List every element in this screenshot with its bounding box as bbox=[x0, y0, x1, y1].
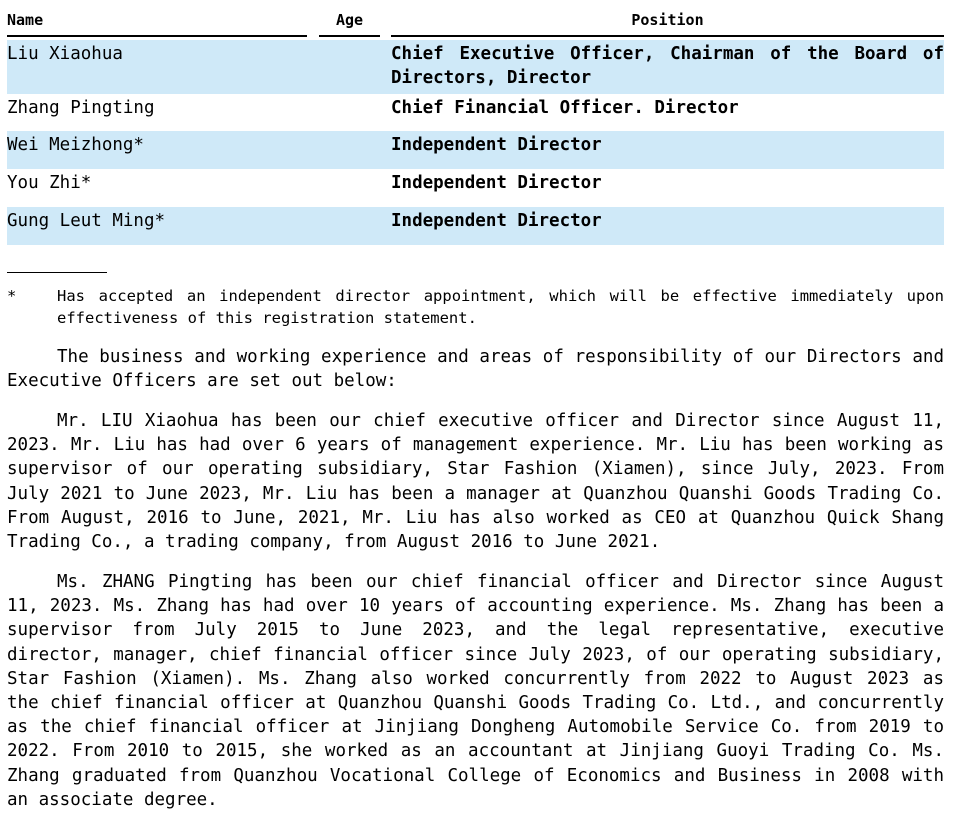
header-position: Position bbox=[391, 11, 944, 37]
footnote bbox=[7, 285, 944, 329]
table-row bbox=[7, 40, 944, 94]
bio-zhang-paragraph: Ms. ZHANG Pingting has been our chief financial officer and Director since August 11, 2023. Ms. Zhang has had over 10 years of accounting experience. Ms. Zhang has been a supervisor from July 2015 to June 2023, and the legal representative, executive director, manager, chief financial officer since July 2023, of our operating subsidiary, Star Fashion (Xiamen). Ms. Zhang also worked concurrently from 2022 to August 2023 as the chief financial officer at Quanzhou Quanshi Goods Trading Co. Ltd., and concurrently as the chief financial officer at Jinjiang Dongheng Automobile Service Co. from 2019 to 2022. From 2010 to 2015, she worked as an accountant at Jinjiang Guoyi Trading Co. Ms. Zhang graduated from Quanzhou Vocational College of Economics and Business in 2008 with an associate degree. bbox=[7, 572, 944, 810]
row-position: Chief Financial Officer. Director bbox=[391, 98, 739, 118]
row-position: Chief Executive Officer, Chairman of the Board of Directors, Director bbox=[391, 44, 944, 88]
table-row bbox=[7, 94, 944, 131]
table-header bbox=[7, 0, 944, 40]
bio-liu-paragraph: Mr. LIU Xiaohua has been our chief executive officer and Director since August 11, 2023. Mr. Liu has had over 6 years of management experience. Mr. Liu has been working as supervisor of our operating subsidiary, Star Fashion (Xiamen), since July, 2023. From July 2021 to June 2023, Mr. Liu has been a manager at Quanzhou Quanshi Goods Trading Co. From August, 2016 to June, 2021, Mr. Liu has also worked as CEO at Quanzhou Quick Shang Trading Co., a trading company, from August 2016 to June 2021. bbox=[7, 411, 944, 553]
row-name: Wei Meizhong* bbox=[7, 135, 144, 155]
header-name: Name bbox=[7, 11, 307, 37]
row-position: Independent Director bbox=[391, 211, 602, 231]
footnote-divider bbox=[7, 272, 107, 273]
footnote-text: Has accepted an independent director appointment, which will be effective immediately upon effectiveness of this registration statement. bbox=[57, 287, 944, 327]
table-row bbox=[7, 131, 944, 169]
directors-table bbox=[7, 0, 944, 245]
row-name: You Zhi* bbox=[7, 173, 92, 193]
header-age: Age bbox=[319, 11, 380, 37]
row-name: Liu Xiaohua bbox=[7, 44, 123, 64]
row-name: Gung Leut Ming* bbox=[7, 211, 166, 231]
row-name: Zhang Pingting bbox=[7, 98, 155, 118]
table-row bbox=[7, 169, 944, 207]
row-position: Independent Director bbox=[391, 173, 602, 193]
intro-paragraph: The business and working experience and areas of responsibility of our Directors and Executive Officers are set out below: bbox=[7, 347, 944, 392]
row-position: Independent Director bbox=[391, 135, 602, 155]
table-row bbox=[7, 207, 944, 245]
footnote-mark: * bbox=[7, 287, 17, 305]
